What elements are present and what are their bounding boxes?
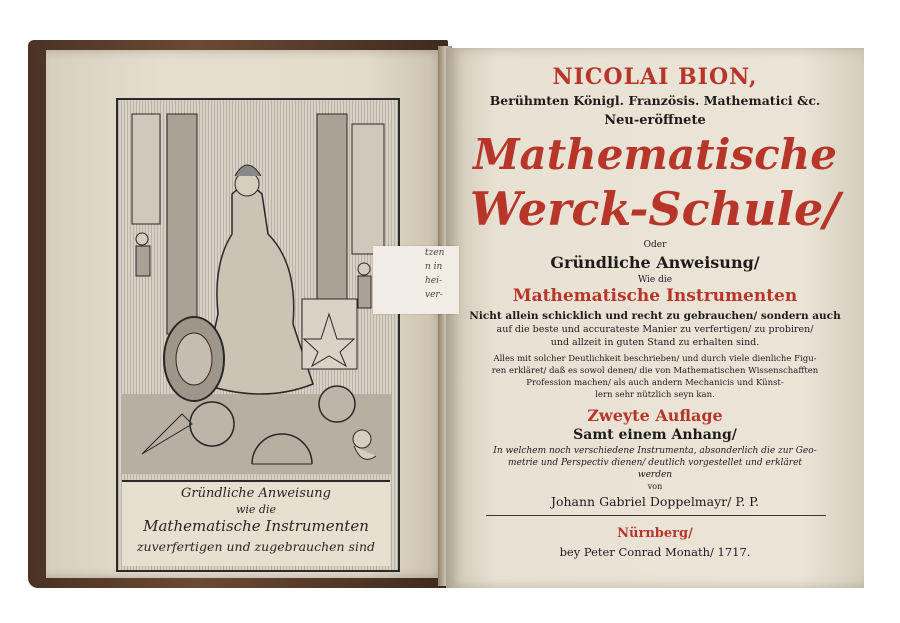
samt-line: Samt einem Anhang/ <box>573 427 737 443</box>
description-line-7: lern sehr nützlich seyn kan. <box>595 390 715 400</box>
frontispiece-caption <box>122 480 390 566</box>
author-name: NICOLAI BION, <box>552 64 758 90</box>
engraving-scene <box>122 104 392 474</box>
appendix-line-2: metrie und Perspectiv dienen/ deutlich vorgestellet und erkläret <box>507 458 803 468</box>
von-line: von <box>647 482 663 491</box>
caption-line-3: Mathematische Instrumenten <box>143 517 369 535</box>
edition-line: Zweyte Auflage <box>587 406 723 425</box>
margin-fragment-1: tzen <box>425 248 445 258</box>
main-title-line-1: Mathematische <box>473 130 837 179</box>
wie-die-line: Wie die <box>637 275 673 285</box>
main-title-line-2: Werck-Schule/ <box>469 182 841 236</box>
oder-line: Oder <box>643 240 667 250</box>
new-opened-line: Neu-eröffnete <box>604 113 706 128</box>
pasted-slip <box>373 246 459 314</box>
instruments-line: Mathematische Instrumenten <box>512 286 798 306</box>
description-line-3: und allzeit in guten Stand zu erhalten sind. <box>550 337 760 348</box>
caption-line-2: wie die <box>235 503 276 516</box>
appendix-line-1: In welchem noch verschiedene Instrumenta, absonderlich die zur Geo- <box>493 446 817 456</box>
margin-fragment-2: n in <box>425 262 443 272</box>
subtitle-line: Gründliche Anweisung/ <box>550 253 760 272</box>
description-line-2: auf die beste und accurateste Manier zu verfertigen/ zu probiren/ <box>496 324 814 335</box>
frontispiece-page <box>46 50 446 578</box>
frontispiece-engraving <box>116 98 400 572</box>
title-rule <box>486 515 826 516</box>
author-title: Berühmten Königl. Französis. Mathematici &c. <box>489 93 821 108</box>
editor-line: Johann Gabriel Doppelmayr/ P. P. <box>550 494 760 509</box>
margin-fragment-4: ver- <box>425 290 443 300</box>
description-line-6: Profession machen/ als auch andern Mechanicis und Künst- <box>526 378 784 388</box>
appendix-line-3: werden <box>637 470 673 480</box>
place-line: Nürnberg/ <box>617 526 693 541</box>
caption-line-1: Gründliche Anweisung <box>181 486 331 501</box>
open-book <box>28 36 863 589</box>
publisher-line: bey Peter Conrad Monath/ 1717. <box>559 545 751 559</box>
caption-line-4: zuverfertigen und zugebrauchen sind <box>136 539 376 554</box>
description-line-4: Alles mit solcher Deutlichkeit beschrieben/ und durch viele dienliche Figu- <box>493 354 817 364</box>
title-page <box>446 48 864 588</box>
description-line-1: Nicht allein schicklich und recht zu gebrauchen/ sondern auch <box>469 310 841 322</box>
description-line-5: ren erkläret/ daß es sowol denen/ die von Mathematischen Wissenschafften <box>491 366 819 376</box>
margin-fragment-3: hei- <box>425 276 443 286</box>
